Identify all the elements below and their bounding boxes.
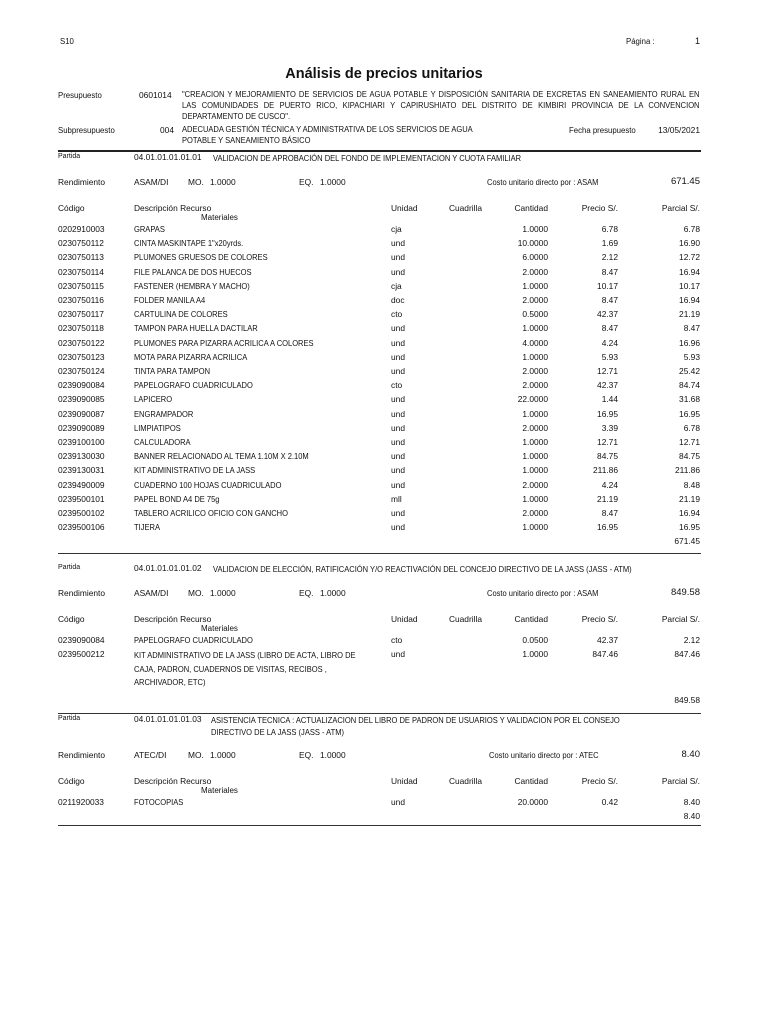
col-unidad: Unidad: [391, 776, 418, 786]
row-cantidad: 2.0000: [522, 380, 548, 391]
col-descripcion: Descripción Recurso: [134, 203, 212, 213]
row-unidad: und: [391, 238, 405, 249]
row-descripcion: LAPICERO: [134, 394, 173, 405]
row-parcial: 6.78: [683, 422, 700, 433]
row-parcial: 12.72: [679, 252, 700, 263]
partida-label: Partida: [58, 153, 81, 160]
row-cantidad: 1.0000: [522, 649, 548, 660]
row-precio: 12.71: [597, 437, 618, 447]
row-descripcion: PAPELOGRAFO CUADRICULADO: [134, 635, 253, 645]
row-codigo: 0230750117: [58, 309, 104, 320]
row-parcial: 6.78: [683, 224, 700, 234]
row-precio: 4.24: [601, 479, 618, 490]
col-parcial: Parcial S/.: [661, 614, 700, 624]
row-descripcion: FASTENER (HEMBRA Y MACHO): [134, 280, 250, 291]
row-cantidad: 1.0000: [522, 465, 548, 476]
row-cantidad: 2.0000: [522, 366, 548, 376]
row-cantidad: 22.0000: [517, 394, 548, 405]
group-materiales: Materiales: [201, 624, 238, 633]
row-parcial: 21.19: [679, 493, 700, 504]
row-cantidad: 4.0000: [522, 337, 548, 348]
mo-value: 1.0000: [210, 177, 236, 187]
row-unidad: und: [391, 649, 405, 660]
row-codigo: 0239500101: [58, 493, 105, 504]
col-unidad: Unidad: [391, 614, 418, 624]
row-cantidad: 0.0500: [522, 635, 548, 645]
row-unidad: und: [391, 522, 405, 533]
row-descripcion: KIT ADMINISTRATIVO DE LA JASS (LIBRO DE ACTA, LIBRO DE CAJA, PADRON, CUADERNOS DE VISITAS, RECIBOS , ARCHIVADOR, ETC): [134, 650, 356, 688]
partida-separator: [58, 825, 701, 826]
partida-label: Partida: [58, 564, 81, 571]
row-precio: 84.75: [597, 451, 618, 462]
row-unidad: und: [391, 479, 405, 490]
row-codigo: 0239090084: [58, 380, 105, 391]
row-unidad: und: [391, 437, 405, 447]
eq-value: 1.0000: [320, 750, 346, 760]
row-unidad: mll: [391, 493, 402, 504]
col-cuadrilla: Cuadrilla: [448, 614, 482, 624]
col-cuadrilla: Cuadrilla: [448, 203, 482, 213]
rendimiento-label: Rendimiento: [58, 750, 106, 760]
rendimiento-unit: ASAM/DI: [134, 177, 169, 187]
col-cantidad: Cantidad: [514, 776, 548, 786]
row-cantidad: 2.0000: [522, 422, 548, 433]
row-codigo: 0239100100: [58, 437, 105, 447]
group-materiales: Materiales: [201, 213, 238, 222]
row-codigo: 0230750122: [58, 337, 105, 348]
row-codigo: 0239090087: [58, 408, 105, 419]
row-unidad: und: [391, 266, 405, 277]
row-codigo: 0202910003: [58, 224, 105, 234]
row-unidad: und: [391, 508, 405, 518]
partida-label: Partida: [58, 715, 81, 722]
row-cantidad: 20.0000: [517, 797, 548, 807]
costo-unitario-label: Costo unitario directo por : ATEC: [489, 750, 599, 760]
eq-label: EQ.: [299, 588, 314, 598]
row-unidad: und: [391, 351, 405, 362]
row-codigo: 0230750124: [58, 366, 105, 376]
row-descripcion: BANNER RELACIONADO AL TEMA 1.10M X 2.10M: [134, 451, 309, 462]
row-codigo: 0230750123: [58, 351, 105, 362]
row-codigo: 0239090084: [58, 635, 105, 645]
row-codigo: 0239500102: [58, 508, 105, 518]
row-precio: 12.71: [597, 366, 618, 376]
col-cantidad: Cantidad: [514, 203, 548, 213]
row-codigo: 0230750115: [58, 280, 104, 291]
col-descripcion: Descripción Recurso: [134, 776, 212, 786]
row-descripcion: FOLDER MANILA A4: [134, 295, 206, 305]
row-descripcion: PAPEL BOND A4 DE 75g: [134, 493, 220, 504]
eq-value: 1.0000: [320, 588, 346, 598]
col-codigo: Código: [58, 776, 85, 786]
row-descripcion: TINTA PARA TAMPON: [134, 366, 211, 376]
row-precio: 2.12: [601, 252, 618, 263]
row-codigo: 0230750114: [58, 266, 104, 277]
presupuesto-description: "CREACION Y MEJORAMIENTO DE SERVICIOS DE AGUA POTABLE Y DISPOSICIÓN SANITARIA DE EXCRETAS EN SANEAMIENTO RURAL EN LAS COMUNIDADES DE PUERTO RICO, KIPACHIARI Y CAPIRUSHIATO DEL DISTRITO DE KIMBIRI PROVINCIA DE LA CONVENCION DEPARTAMENTO DE CUSCO".: [182, 89, 700, 121]
row-parcial: 31.68: [679, 394, 700, 405]
row-cantidad: 2.0000: [522, 295, 548, 305]
row-unidad: und: [391, 252, 405, 263]
row-precio: 847.46: [592, 649, 618, 660]
col-cantidad: Cantidad: [514, 614, 548, 624]
row-precio: 42.37: [597, 309, 618, 320]
row-cantidad: 1.0000: [522, 351, 548, 362]
subpresupuesto-description: ADECUADA GESTIÓN TÉCNICA Y ADMINISTRATIVA DE LOS SERVICIOS DE AGUA POTABLE Y SANEAMIENTO BÁSICO: [182, 124, 473, 145]
row-descripcion: FOTOCOPIAS: [134, 797, 184, 807]
col-unidad: Unidad: [391, 203, 418, 213]
col-codigo: Código: [58, 203, 85, 213]
row-descripcion: ENGRAMPADOR: [134, 408, 194, 419]
row-codigo: 0211920033: [58, 797, 104, 807]
row-descripcion: CALCULADORA: [134, 437, 191, 447]
col-codigo: Código: [58, 614, 85, 624]
row-precio: 6.78: [601, 224, 618, 234]
row-precio: 5.93: [601, 351, 618, 362]
row-descripcion: TAMPON PARA HUELLA DACTILAR: [134, 323, 258, 334]
row-codigo: 0239490009: [58, 479, 105, 490]
row-cantidad: 1.0000: [522, 408, 548, 419]
costo-unitario-value: 671.45: [670, 176, 700, 187]
row-codigo: 0239090089: [58, 422, 105, 433]
row-descripcion: TIJERA: [134, 522, 160, 533]
row-unidad: und: [391, 465, 405, 476]
mo-label: MO.: [188, 750, 204, 760]
mo-value: 1.0000: [210, 588, 236, 598]
row-parcial: 211.86: [675, 465, 700, 476]
col-parcial: Parcial S/.: [661, 203, 700, 213]
row-unidad: und: [391, 422, 405, 433]
partida-total: 849.58: [674, 695, 700, 706]
row-parcial: 2.12: [683, 635, 700, 645]
row-descripcion: LIMPIATIPOS: [134, 422, 181, 433]
row-precio: 8.47: [601, 266, 618, 277]
subpresupuesto-code: 004: [160, 125, 174, 135]
eq-label: EQ.: [299, 177, 314, 187]
row-parcial: 16.95: [679, 408, 700, 419]
row-unidad: und: [391, 323, 405, 334]
row-codigo: 0230750116: [58, 295, 104, 305]
eq-value: 1.0000: [320, 177, 346, 187]
partida-description: ASISTENCIA TECNICA : ACTUALIZACION DEL LIBRO DE PADRON DE USUARIOS Y VALIDACION POR EL CONSEJO DIRECTIVO DE LA JASS (JASS - ATM): [211, 715, 620, 737]
mo-label: MO.: [188, 588, 204, 598]
row-cantidad: 1.0000: [522, 451, 548, 462]
row-cantidad: 1.0000: [522, 323, 548, 334]
presupuesto-code: 0601014: [139, 90, 172, 100]
row-descripcion: KIT ADMINISTRATIVO DE LA JASS: [134, 465, 256, 476]
row-parcial: 8.48: [683, 479, 700, 490]
row-precio: 1.44: [601, 394, 618, 405]
row-unidad: cja: [391, 280, 402, 291]
row-unidad: cto: [391, 380, 403, 391]
row-cantidad: 0.5000: [522, 309, 548, 320]
row-precio: 8.47: [601, 508, 618, 518]
row-precio: 42.37: [597, 635, 618, 645]
row-codigo: 0239130030: [58, 451, 105, 462]
row-precio: 16.95: [597, 522, 618, 533]
rendimiento-unit: ASAM/DI: [134, 588, 169, 598]
subpresupuesto-label: Subpresupuesto: [58, 126, 115, 135]
row-codigo: 0230750118: [58, 323, 104, 334]
row-descripcion: CINTA MASKINTAPE 1"x20yrds.: [134, 238, 244, 249]
row-codigo: 0239090085: [58, 394, 105, 405]
costo-unitario-label: Costo unitario directo por : ASAM: [487, 588, 599, 598]
row-parcial: 16.94: [679, 508, 700, 518]
rendimiento-label: Rendimiento: [58, 177, 106, 187]
row-unidad: und: [391, 797, 405, 807]
row-cantidad: 1.0000: [522, 437, 548, 447]
col-parcial: Parcial S/.: [661, 776, 700, 786]
page-label: Página :: [626, 37, 655, 46]
row-parcial: 16.90: [679, 238, 700, 249]
row-codigo: 0230750113: [58, 252, 104, 263]
col-cuadrilla: Cuadrilla: [448, 776, 482, 786]
presupuesto-label: Presupuesto: [58, 91, 102, 100]
col-precio: Precio S/.: [581, 203, 618, 213]
report-code: S10: [60, 37, 74, 46]
row-parcial: 16.95: [679, 522, 700, 533]
row-parcial: 8.40: [683, 797, 700, 807]
row-precio: 42.37: [597, 380, 618, 391]
row-descripcion: GRAPAS: [134, 224, 165, 234]
row-descripcion: CUADERNO 100 HOJAS CUADRICULADO: [134, 479, 282, 490]
row-unidad: und: [391, 337, 405, 348]
row-unidad: und: [391, 408, 405, 419]
row-precio: 211.86: [593, 465, 618, 476]
row-descripcion: PLUMONES PARA PIZARRA ACRILICA A COLORES: [134, 337, 314, 348]
row-cantidad: 10.0000: [517, 238, 548, 249]
row-parcial: 25.42: [679, 366, 700, 376]
row-precio: 8.47: [601, 295, 618, 305]
rendimiento-unit: ATEC/DI: [134, 750, 167, 760]
row-cantidad: 1.0000: [522, 522, 548, 533]
row-precio: 8.47: [601, 323, 618, 334]
partida-code: 04.01.01.01.01.01: [134, 152, 202, 162]
row-codigo: 0230750112: [58, 238, 104, 249]
rendimiento-label: Rendimiento: [58, 588, 106, 598]
row-parcial: 84.75: [679, 451, 700, 462]
costo-unitario-value: 8.40: [681, 749, 700, 760]
row-parcial: 5.93: [683, 351, 700, 362]
row-parcial: 84.74: [679, 380, 700, 391]
row-parcial: 8.47: [683, 323, 700, 334]
row-parcial: 16.94: [679, 295, 700, 305]
row-parcial: 16.96: [679, 337, 700, 348]
row-cantidad: 6.0000: [522, 252, 548, 263]
row-unidad: cto: [391, 635, 403, 645]
row-cantidad: 2.0000: [522, 508, 548, 518]
fecha-label: Fecha presupuesto: [569, 126, 636, 135]
partida-total: 671.45: [674, 535, 700, 546]
group-materiales: Materiales: [201, 786, 238, 795]
row-unidad: und: [391, 451, 405, 462]
row-parcial: 16.94: [679, 266, 700, 277]
row-precio: 0.42: [601, 797, 618, 807]
row-descripcion: TABLERO ACRILICO OFICIO CON GANCHO: [134, 508, 288, 518]
col-precio: Precio S/.: [581, 614, 618, 624]
row-unidad: und: [391, 366, 405, 376]
row-cantidad: 1.0000: [522, 280, 548, 291]
partida-separator: [58, 553, 701, 554]
row-precio: 16.95: [597, 408, 618, 419]
row-descripcion: FILE PALANCA DE DOS HUECOS: [134, 266, 252, 277]
row-descripcion: CARTULINA DE COLORES: [134, 309, 228, 320]
row-unidad: cja: [391, 224, 402, 234]
col-precio: Precio S/.: [581, 776, 618, 786]
row-precio: 10.17: [597, 280, 618, 291]
row-cantidad: 1.0000: [522, 224, 548, 234]
row-unidad: doc: [391, 295, 405, 305]
costo-unitario-value: 849.58: [670, 587, 700, 598]
row-parcial: 10.17: [679, 280, 700, 291]
row-descripcion: PLUMONES GRUESOS DE COLORES: [134, 252, 268, 263]
partida-description: VALIDACION DE APROBACIÓN DEL FONDO DE IMPLEMENTACION Y CUOTA FAMILIAR: [213, 153, 522, 163]
page-title: Análisis de precios unitarios: [285, 66, 483, 82]
row-cantidad: 2.0000: [522, 479, 548, 490]
row-unidad: und: [391, 394, 405, 405]
partida-total: 8.40: [683, 810, 700, 821]
row-cantidad: 1.0000: [522, 493, 548, 504]
row-precio: 1.69: [601, 238, 618, 249]
row-descripcion: MOTA PARA PIZARRA ACRILICA: [134, 351, 248, 362]
mo-label: MO.: [188, 177, 204, 187]
partida-code: 04.01.01.01.01.02: [134, 563, 202, 573]
row-parcial: 12.71: [679, 437, 700, 447]
row-unidad: cto: [391, 309, 403, 320]
partida-code: 04.01.01.01.01.03: [134, 714, 202, 724]
row-codigo: 0239500212: [58, 649, 105, 660]
row-codigo: 0239500106: [58, 522, 105, 533]
row-precio: 21.19: [597, 493, 618, 504]
row-codigo: 0239130031: [58, 465, 105, 476]
row-parcial: 847.46: [674, 649, 700, 660]
row-parcial: 21.19: [679, 309, 700, 320]
partida-description: VALIDACION DE ELECCIÓN, RATIFICACIÓN Y/O REACTIVACIÓN DEL CONCEJO DIRECTIVO DE LA JASS (JASS - ATM): [213, 564, 632, 574]
row-precio: 3.39: [601, 422, 618, 433]
eq-label: EQ.: [299, 750, 314, 760]
row-cantidad: 2.0000: [522, 266, 548, 277]
row-precio: 4.24: [601, 337, 618, 348]
page-number: 1: [694, 36, 700, 46]
costo-unitario-label: Costo unitario directo por : ASAM: [487, 177, 599, 187]
fecha-value: 13/05/2021: [658, 125, 700, 135]
col-descripcion: Descripción Recurso: [134, 614, 212, 624]
mo-value: 1.0000: [210, 750, 236, 760]
row-descripcion: PAPELOGRAFO CUADRICULADO: [134, 380, 253, 391]
